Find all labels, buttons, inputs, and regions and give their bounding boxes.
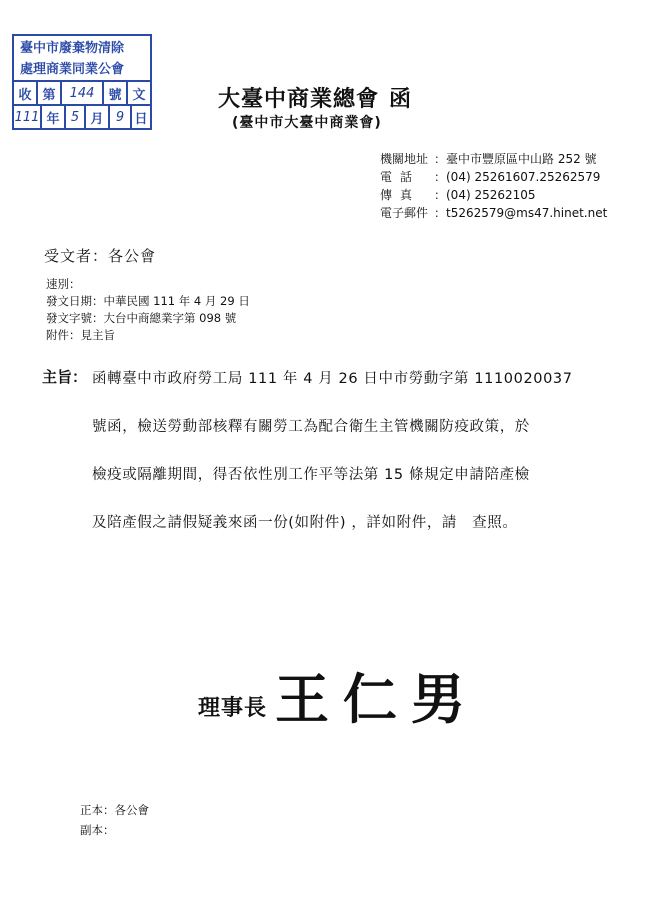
stamp-date-month: 5 — [66, 106, 86, 128]
address-line — [380, 150, 607, 168]
document-meta — [46, 276, 250, 344]
stamp-date-ri: 日 — [134, 111, 148, 127]
signatory-title: 理事長 — [198, 696, 268, 721]
stamp-receipt-prefix: 收 — [14, 82, 38, 104]
document-title — [218, 82, 412, 113]
original-recipients: 正本：各公會 — [80, 803, 149, 817]
distribution-block — [80, 800, 149, 840]
subject-line-3: 檢疫或隔離期間，得否依性別工作平等法第 15 條規定申請陪產檢 — [92, 467, 530, 483]
phone-label: 電話 — [380, 170, 421, 184]
phone-line — [380, 168, 607, 186]
recipient: 受文者：各公會 — [44, 247, 157, 265]
stamp-organization — [14, 36, 150, 82]
stamp-date-row — [14, 106, 150, 128]
subject-line-4: 及陪產假之請假疑義來函一份(如附件) ，詳如附件，請 查照。 — [92, 515, 518, 531]
speed-field: 速別： — [46, 277, 81, 291]
stamp-org-line-2: 處理商業同業公會 — [20, 62, 125, 77]
address-label: 機關地址 — [380, 152, 429, 166]
subject-line-2: 號函，檢送勞動部核釋有關勞工為配合衛生主管機關防疫政策，於 — [92, 419, 530, 435]
copy-recipients: 副本： — [80, 823, 115, 837]
stamp-receipt-hao: 號 — [104, 82, 128, 104]
email-line — [380, 204, 607, 222]
address-value: ：臺中市豐原區中山路 252 號 — [434, 152, 597, 166]
signatory-name: 王仁男 — [275, 668, 480, 731]
signature-block — [198, 668, 479, 732]
attachment-field: 附件：見主旨 — [46, 328, 115, 342]
issue-date: 發文日期：中華民國 111 年 4 月 29 日 — [46, 294, 250, 308]
email-value: ：t5262579@ms47.hinet.net — [434, 206, 608, 220]
email-label: 電子郵件 — [380, 206, 429, 220]
phone-value: ：(04) 25261607.25262579 — [434, 170, 601, 184]
stamp-receipt-row — [14, 82, 150, 106]
stamp-date-year: 111 — [14, 106, 42, 128]
stamp-org-line-1: 臺中市廢棄物清除 — [20, 41, 125, 56]
stamp-date-day: 9 — [110, 106, 132, 128]
stamp-receipt-number: 144 — [62, 82, 104, 104]
stamp-date-yue: 月 — [86, 106, 110, 128]
document-number: 發文字號：大台中商總業字第 098 號 — [46, 311, 237, 325]
organization-name: 大臺中商業總會 — [218, 87, 380, 112]
fax-label: 傳真 — [380, 188, 421, 202]
stamp-receipt-wen: 文 — [132, 87, 146, 103]
fax-line — [380, 186, 607, 204]
receipt-stamp — [12, 34, 152, 130]
contact-block — [380, 150, 607, 222]
document-type: 函 — [389, 87, 413, 112]
stamp-date-nian: 年 — [42, 106, 66, 128]
fax-value: ：(04) 25262105 — [434, 188, 536, 202]
document-subtitle: (臺中市大臺中商業會) — [232, 115, 382, 131]
subject-label: 主旨： — [42, 368, 88, 386]
subject-line-1: 函轉臺中市政府勞工局 111 年 4 月 26 日中市勞動字第 1110020037 — [92, 371, 573, 387]
stamp-receipt-di: 第 — [38, 82, 62, 104]
